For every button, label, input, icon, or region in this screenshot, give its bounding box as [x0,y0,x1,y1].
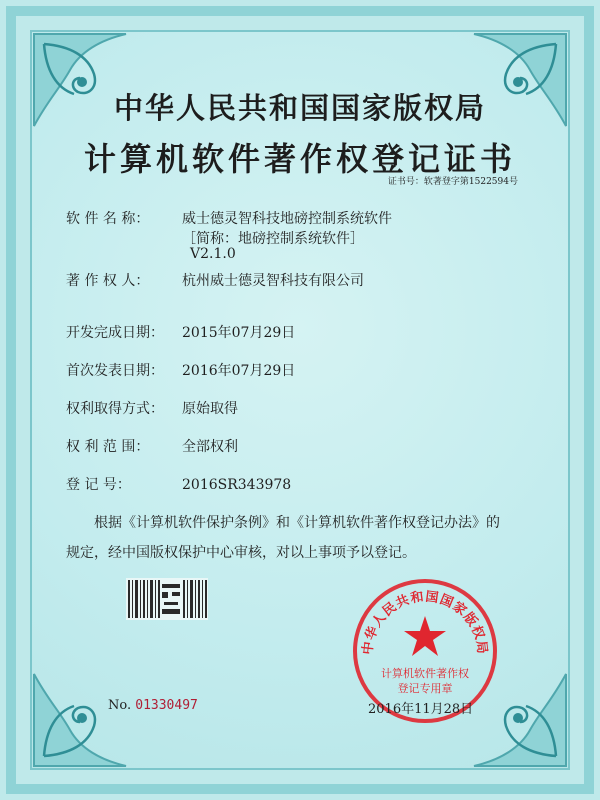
pub-date-value: 2016年07月29日 [182,363,296,379]
reg-label: 登 记 号： [66,477,131,493]
method-value: 原始取得 [182,401,238,417]
seal-line-2: 登记专用章 [397,682,453,695]
scope-value: 全部权利 [182,439,238,455]
certificate-number: 证书号：软著登字第1522594号 [387,177,518,187]
issue-date: 2016年11月28日 [368,702,474,717]
serial-value: 01330497 [135,698,198,713]
statement-line-1: 根据《计算机软件保护条例》和《计算机软件著作权登记办法》的 [94,515,500,531]
version-value: V2.1.0 [190,246,236,262]
serial-number [108,698,198,713]
dev-date-row [66,322,295,342]
owner-label: 著 作 权 人： [66,273,150,289]
seal-ring-text: 中华人民共和国国家版权局 [360,589,490,656]
barcode-icon [126,578,208,620]
seal-line-1: 计算机软件著作权 [381,667,469,680]
software-name-label: 软 件 名 称： [66,211,150,227]
dev-date-value: 2015年07月29日 [182,325,296,341]
certificate-title: 计算机软件著作权登记证书 [83,140,516,178]
software-name-value: 威士德灵智科技地磅控制系统软件 [182,211,392,227]
reg-row [66,474,291,494]
software-name-row [66,208,392,228]
method-label: 权利取得方式： [66,401,164,417]
owner-value: 杭州威士德灵智科技有限公司 [182,273,364,289]
dev-date-label: 开发完成日期： [66,325,164,341]
issuing-authority: 中华人民共和国国家版权局 [113,91,486,125]
scope-label: 权 利 范 围： [66,439,150,455]
statement-line-2: 规定，经中国版权保护中心审核，对以上事项予以登记。 [66,545,416,561]
scope-row [66,436,238,456]
reg-value: 2016SR343978 [182,477,292,493]
pub-date-row [66,360,295,380]
owner-row [66,270,364,290]
method-row [66,398,238,418]
corner-ornament-icon [30,660,140,770]
serial-label: No. [108,698,132,713]
pub-date-label: 首次发表日期： [66,363,164,379]
short-name-value: ［简称：地磅控制系统软件］ [182,231,364,247]
